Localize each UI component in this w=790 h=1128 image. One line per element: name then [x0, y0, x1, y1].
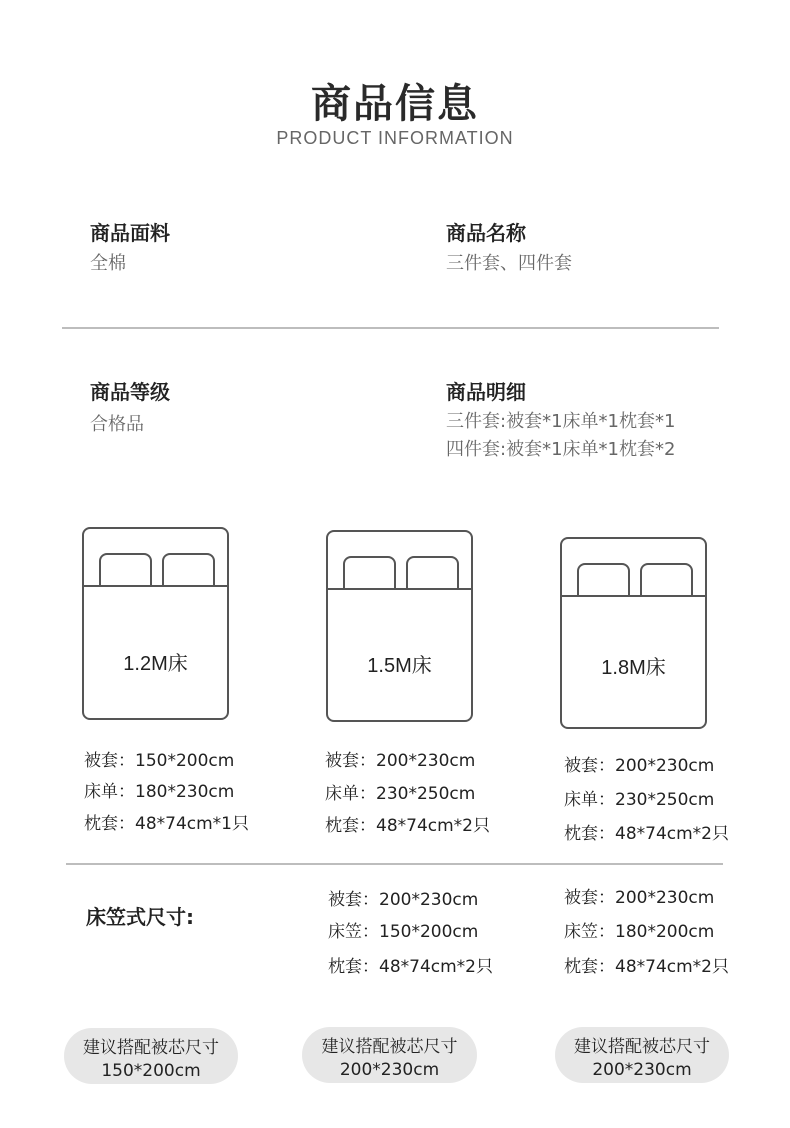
page-subtitle: PRODUCT INFORMATION — [276, 128, 514, 148]
spec-duvet-3: 被套：200*230cm — [564, 756, 715, 776]
product-name-label: 商品名称 — [446, 221, 526, 245]
bed-size-label: 1.2M床 — [123, 653, 188, 675]
detail-line-2: 四件套:被套*1床单*1枕套*2 — [446, 439, 676, 460]
bed-illustration-1-8m — [560, 537, 707, 729]
spec-sheet-1: 床单：180*230cm — [84, 782, 235, 802]
spec-duvet-2: 被套：200*230cm — [325, 751, 476, 771]
suggestion-size: 200*230cm — [339, 1060, 440, 1080]
grade-value: 合格品 — [90, 414, 144, 435]
detail-label: 商品明细 — [446, 380, 526, 404]
detail-line-1: 三件套:被套*1床单*1枕套*1 — [446, 411, 676, 432]
suggestion-title: 建议搭配被芯尺寸 — [574, 1037, 710, 1057]
spec-sheet-2: 床单：230*250cm — [325, 784, 476, 804]
spec-pillow-1: 枕套：48*74cm*1只 — [84, 814, 249, 834]
suggestion-size: 150*200cm — [101, 1061, 201, 1081]
bed-illustration-1-5m — [326, 530, 473, 722]
suggestion-badge-1 — [64, 1028, 238, 1084]
product-name-value: 三件套、四件套 — [446, 253, 572, 274]
fabric-label: 商品面料 — [90, 221, 170, 245]
duvet-fold-line — [328, 588, 471, 590]
fitted-duvet-3: 被套：200*230cm — [564, 888, 715, 908]
suggestion-title: 建议搭配被芯尺寸 — [83, 1038, 219, 1058]
spec-pillow-3: 枕套：48*74cm*2只 — [564, 824, 729, 844]
info-divider — [62, 327, 719, 329]
bed-size-label: 1.5M床 — [367, 655, 432, 677]
fabric-value: 全棉 — [90, 253, 126, 274]
duvet-fold-line — [562, 595, 705, 597]
bed-size-label: 1.8M床 — [601, 657, 666, 679]
page-title: 商品信息 — [311, 81, 479, 127]
pillow-icon — [406, 556, 459, 589]
bed-illustration-1-2m — [82, 527, 229, 720]
pillow-icon — [640, 563, 693, 596]
pillow-icon — [577, 563, 630, 596]
fitted-size-label: 床笠式尺寸: — [86, 905, 194, 929]
suggestion-title: 建议搭配被芯尺寸 — [321, 1037, 458, 1057]
grade-label: 商品等级 — [90, 380, 170, 404]
fitted-sheet-3: 床笠：180*200cm — [564, 922, 715, 942]
fitted-sheet-2: 床笠：150*200cm — [328, 922, 479, 942]
spec-sheet-3: 床单：230*250cm — [564, 790, 715, 810]
pillow-icon — [343, 556, 396, 589]
spec-pillow-2: 枕套：48*74cm*2只 — [325, 816, 490, 836]
suggestion-badge-3 — [555, 1027, 729, 1083]
duvet-fold-line — [84, 585, 227, 587]
spec-duvet-1: 被套：150*200cm — [84, 751, 235, 771]
suggestion-size: 200*230cm — [592, 1060, 692, 1080]
fitted-divider — [66, 863, 723, 865]
fitted-duvet-2: 被套：200*230cm — [328, 890, 479, 910]
fitted-pillow-2: 枕套：48*74cm*2只 — [328, 957, 493, 977]
fitted-pillow-3: 枕套：48*74cm*2只 — [564, 957, 729, 977]
pillow-icon — [162, 553, 215, 586]
pillow-icon — [99, 553, 152, 586]
suggestion-badge-2 — [302, 1027, 477, 1083]
